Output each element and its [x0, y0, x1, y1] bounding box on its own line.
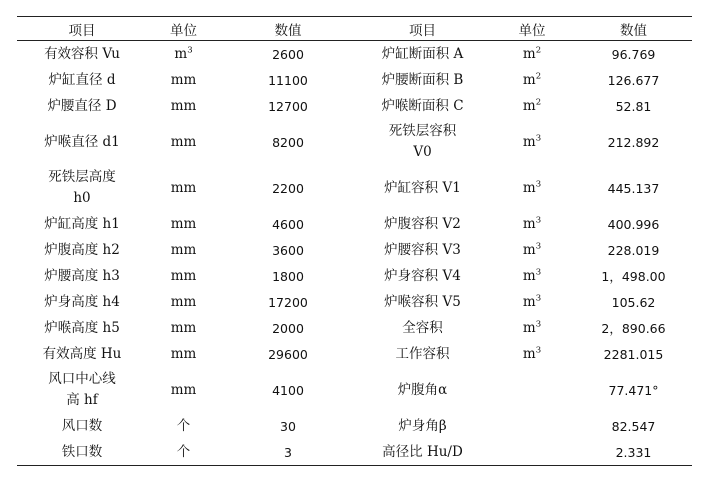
unit-cell-right-superscript: 2 — [535, 71, 542, 81]
value-cell-left: 2200 — [272, 180, 304, 196]
value-cell-right: 1，498.00 — [601, 268, 666, 284]
unit-cell-right-superscript: 3 — [535, 293, 542, 303]
item-cell-right-text: 炉腹角α — [397, 381, 448, 398]
item-cell-right — [356, 315, 489, 341]
value-cell-right: 2，890.66 — [601, 320, 666, 336]
header-value-2: 数值 — [575, 17, 692, 41]
item-cell-right — [356, 263, 489, 289]
item-cell-left-text: 炉缸直径 d — [48, 71, 116, 88]
unit-cell-right — [489, 341, 575, 367]
unit-cell-right — [489, 165, 575, 211]
item-cell-right — [356, 367, 489, 413]
value-cell-right: 2.331 — [575, 439, 692, 466]
unit-cell-right-text: m — [522, 45, 536, 62]
unit-cell-right — [489, 289, 575, 315]
item-cell-right — [356, 211, 489, 237]
item-cell-right — [356, 93, 489, 119]
value-cell-left: 29600 — [268, 346, 308, 362]
unit-cell-right — [489, 67, 575, 93]
blast-furnace-parameter-table — [17, 16, 692, 466]
item-cell-left-text: 有效容积 Vu — [44, 45, 120, 62]
unit-cell-left-text: mm — [170, 293, 197, 310]
unit-cell-right-text: m — [522, 293, 536, 310]
table-row — [17, 237, 692, 263]
item-cell-left-text: 炉腹高度 h2 — [44, 241, 120, 258]
table-row — [17, 119, 692, 165]
unit-cell-right-superscript: 3 — [535, 267, 542, 277]
item-cell-right — [356, 289, 489, 315]
unit-cell-right-superscript: 2 — [535, 45, 542, 55]
unit-cell-left — [147, 315, 220, 341]
unit-cell-left-text: m — [174, 45, 188, 62]
unit-cell-left-superscript: 3 — [187, 45, 193, 55]
unit-cell-right-superscript: 3 — [535, 179, 542, 189]
item-cell-right-text: 炉缸断面积 A — [381, 45, 464, 62]
item-cell-right — [356, 67, 489, 93]
item-cell-left-text: 炉身高度 h4 — [44, 293, 120, 310]
unit-cell-right — [489, 93, 575, 119]
unit-cell-left — [147, 165, 220, 211]
value-cell-right: 52.81 — [615, 98, 652, 114]
table-row — [17, 211, 692, 237]
unit-cell-right-text: m — [522, 319, 536, 336]
unit-cell-right — [489, 367, 575, 413]
unit-cell-left — [147, 67, 220, 93]
item-cell-right-text: 炉喉容积 V5 — [384, 293, 461, 310]
header-item-1: 项目 — [17, 17, 147, 41]
item-cell-right-text: 炉腹容积 V2 — [384, 215, 461, 232]
unit-cell-right — [489, 315, 575, 341]
value-cell-right: 105.62 — [611, 294, 656, 310]
table-body — [17, 41, 692, 466]
table-row — [17, 341, 692, 367]
value-cell-right: 126.677 — [607, 72, 660, 88]
value-cell-right: 445.137 — [607, 180, 660, 196]
item-cell-left — [17, 413, 147, 439]
unit-cell-right — [489, 439, 575, 466]
table-row — [17, 67, 692, 93]
item-cell-left — [17, 315, 147, 341]
item-cell-right — [356, 165, 489, 211]
unit-cell-right-superscript: 2 — [535, 97, 542, 107]
item-cell-right-text-line2: V0 — [413, 144, 432, 160]
unit-cell-right-text: m — [522, 215, 536, 232]
unit-cell-left-text: mm — [170, 267, 197, 284]
item-cell-left — [17, 439, 147, 466]
table-row — [17, 41, 692, 68]
item-cell-right-text: 工作容积 — [395, 345, 450, 362]
item-cell-left-text: 炉缸高度 h1 — [44, 215, 120, 232]
value-cell-left: 2000 — [272, 320, 304, 336]
item-cell-right — [356, 439, 489, 466]
value-cell-right: 96.769 — [611, 46, 656, 62]
header-row — [17, 17, 692, 41]
table-row — [17, 439, 692, 466]
item-cell-right-text: 炉腰断面积 B — [381, 71, 464, 88]
unit-cell-left — [147, 41, 220, 68]
unit-cell-right-superscript: 3 — [535, 241, 542, 251]
unit-cell-left-text: mm — [170, 319, 197, 336]
unit-cell-left — [147, 237, 220, 263]
unit-cell-right-superscript: 3 — [535, 319, 542, 329]
table-row — [17, 165, 692, 211]
item-cell-left-text-line2: h0 — [73, 190, 91, 206]
unit-cell-left-text: mm — [170, 345, 197, 362]
table-row — [17, 315, 692, 341]
value-cell-left: 17200 — [268, 294, 308, 310]
table-wrapper — [17, 16, 692, 466]
unit-cell-right-superscript: 3 — [535, 345, 542, 355]
item-cell-left-text-line2: 高 hf — [66, 392, 98, 408]
unit-cell-right-superscript: 3 — [535, 133, 542, 143]
header-unit-2: 单位 — [489, 17, 575, 41]
item-cell-right — [356, 341, 489, 367]
unit-cell-left-text: mm — [170, 133, 197, 150]
unit-cell-right — [489, 263, 575, 289]
value-cell-left: 30 — [280, 418, 296, 434]
unit-cell-left-text: mm — [170, 381, 197, 398]
item-cell-left — [17, 119, 147, 165]
table-row — [17, 289, 692, 315]
value-cell-left: 1800 — [272, 268, 304, 284]
value-cell-left: 8200 — [272, 134, 304, 150]
unit-cell-right — [489, 413, 575, 439]
unit-cell-left — [147, 119, 220, 165]
item-cell-left-text: 炉喉直径 d1 — [44, 133, 120, 150]
item-cell-right — [356, 237, 489, 263]
table-row — [17, 413, 692, 439]
item-cell-left — [17, 67, 147, 93]
unit-cell-left-text: 个 — [176, 443, 191, 460]
item-cell-left — [17, 341, 147, 367]
unit-cell-right — [489, 237, 575, 263]
item-cell-left — [17, 165, 147, 211]
item-cell-right-text: 全容积 — [402, 319, 443, 336]
unit-cell-right-text: m — [522, 97, 536, 114]
value-cell-right: 77.471° — [608, 382, 659, 398]
unit-cell-left — [147, 413, 220, 439]
unit-cell-left-text: mm — [170, 71, 197, 88]
unit-cell-right — [489, 41, 575, 68]
value-cell-right: 228.019 — [607, 242, 660, 258]
unit-cell-left-text: mm — [170, 241, 197, 258]
value-cell-left: 4600 — [272, 216, 304, 232]
item-cell-left-text: 炉腰直径 D — [47, 97, 117, 114]
value-cell-right: 82.547 — [611, 418, 656, 434]
value-cell-right: 400.996 — [607, 216, 660, 232]
value-cell-right: 212.892 — [607, 134, 660, 150]
unit-cell-right — [489, 211, 575, 237]
item-cell-left — [17, 289, 147, 315]
item-cell-left — [17, 93, 147, 119]
item-cell-right-text: 炉喉断面积 C — [381, 97, 464, 114]
item-cell-left — [17, 41, 147, 68]
unit-cell-left-text: mm — [170, 179, 197, 196]
unit-cell-left — [147, 93, 220, 119]
unit-cell-left — [147, 341, 220, 367]
item-cell-right-text: 炉身容积 V4 — [384, 267, 461, 284]
unit-cell-right-text: m — [522, 345, 536, 362]
table-row — [17, 367, 692, 413]
item-cell-right-text: 炉缸容积 V1 — [384, 179, 461, 196]
unit-cell-left — [147, 367, 220, 413]
unit-cell-right-text: m — [522, 179, 536, 196]
table-row — [17, 93, 692, 119]
unit-cell-right-superscript: 3 — [535, 215, 542, 225]
unit-cell-right-text: m — [522, 241, 536, 258]
header-item-2: 项目 — [356, 17, 489, 41]
unit-cell-left — [147, 439, 220, 466]
item-cell-left-text: 炉腰高度 h3 — [44, 267, 120, 284]
item-cell-left — [17, 211, 147, 237]
item-cell-left — [17, 237, 147, 263]
item-cell-left-text: 铁口数 — [61, 443, 103, 460]
unit-cell-left — [147, 289, 220, 315]
value-cell-right: 2281.015 — [603, 346, 664, 362]
item-cell-right-text: 炉身角β — [398, 417, 447, 434]
item-cell-left-text: 炉喉高度 h5 — [44, 319, 120, 336]
unit-cell-right — [489, 119, 575, 165]
unit-cell-right-text: m — [522, 267, 536, 284]
item-cell-right-text: 高径比 Hu/D — [382, 443, 463, 460]
table-row — [17, 263, 692, 289]
item-cell-left-text: 风口数 — [61, 417, 103, 434]
item-cell-right-text: 死铁层容积 — [388, 123, 457, 139]
value-cell-left: 12700 — [268, 98, 308, 114]
unit-cell-left-text: 个 — [176, 417, 191, 434]
unit-cell-right-text: m — [522, 71, 536, 88]
unit-cell-right-text: m — [522, 133, 536, 150]
unit-cell-left-text: mm — [170, 215, 197, 232]
unit-cell-left-text: mm — [170, 97, 197, 114]
value-cell-left: 11100 — [268, 72, 308, 88]
value-cell-left: 3 — [220, 439, 356, 466]
item-cell-left — [17, 367, 147, 413]
item-cell-left-text: 风口中心线 — [48, 371, 116, 387]
header-value-1: 数值 — [220, 17, 356, 41]
value-cell-left: 2600 — [272, 46, 304, 62]
item-cell-left-text: 死铁层高度 — [48, 169, 116, 185]
item-cell-left — [17, 263, 147, 289]
item-cell-right — [356, 119, 489, 165]
value-cell-left: 3600 — [272, 242, 304, 258]
unit-cell-left — [147, 211, 220, 237]
header-unit-1: 单位 — [147, 17, 220, 41]
item-cell-left-text: 有效高度 Hu — [42, 345, 122, 362]
item-cell-right — [356, 41, 489, 68]
unit-cell-left — [147, 263, 220, 289]
item-cell-right — [356, 413, 489, 439]
item-cell-right-text: 炉腰容积 V3 — [384, 241, 461, 258]
value-cell-left: 4100 — [272, 382, 304, 398]
